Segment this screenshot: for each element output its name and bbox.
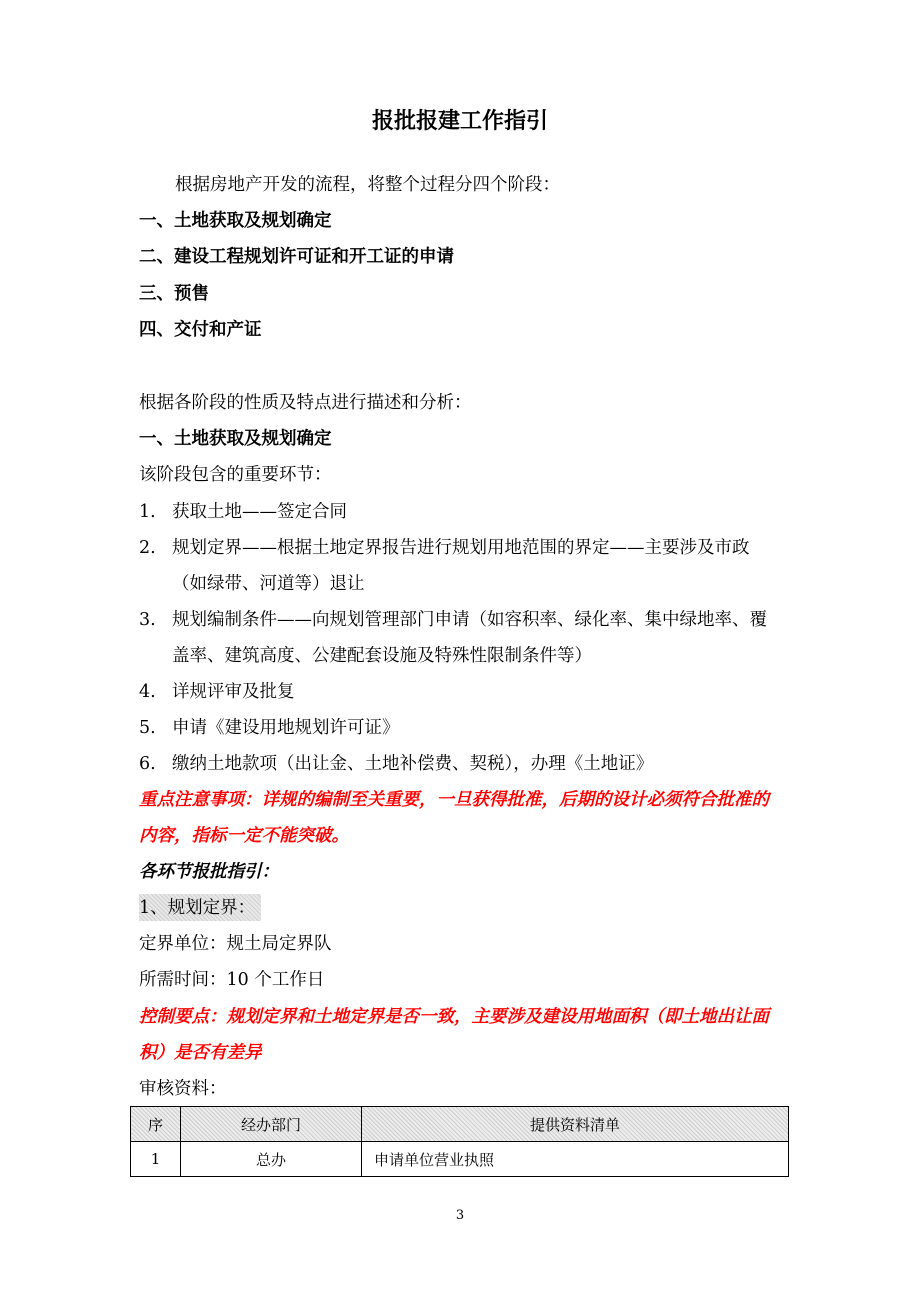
stage-3: 三、预售 [139, 284, 209, 304]
list-item: 缴纳土地款项（出让金、土地补偿费、契税），办理《土地证》 [172, 754, 654, 774]
control-point-line-1: 控制要点：规划定界和土地定界是否一致，主要涉及建设用地面积（即土地出让面 [139, 1007, 769, 1027]
analysis-intro: 根据各阶段的性质及特点进行描述和分析： [139, 393, 472, 413]
step-unit: 定界单位：规土局定界队 [139, 934, 332, 954]
page-number: 3 [455, 1208, 465, 1223]
list-item: 获取土地——签定合同 [172, 502, 347, 522]
table-cell: 1 [131, 1142, 181, 1177]
step-time: 所需时间：10 个工作日 [139, 970, 325, 990]
list-item-number: 6. [139, 754, 156, 774]
review-materials-label: 审核资料： [139, 1079, 227, 1099]
list-item: 详规评审及批复 [172, 682, 295, 702]
stage-4: 四、交付和产证 [139, 320, 262, 340]
stage-2: 二、建设工程规划许可证和开工证的申请 [139, 247, 454, 267]
guide-heading: 各环节报批指引： [139, 862, 279, 882]
section-sub: 该阶段包含的重要环节： [139, 465, 332, 485]
list-item-number: 5. [139, 718, 156, 738]
table-header: 序 [131, 1107, 181, 1142]
list-item-continuation: （如绿带、河道等）退让 [172, 574, 365, 594]
step-heading: 1、规划定界： [139, 898, 256, 918]
list-item-number: 3. [139, 610, 156, 630]
table-header-row [131, 1107, 789, 1142]
list-item-number: 2. [139, 538, 156, 558]
review-materials-table [130, 1106, 789, 1177]
control-point-line-2: 积）是否有差异 [139, 1043, 262, 1063]
intro-text: 根据房地产开发的流程，将整个过程分四个阶段： [175, 175, 560, 195]
key-note-line-2: 内容，指标一定不能突破。 [139, 826, 349, 846]
list-item: 规划定界——根据土地定界报告进行规划用地范围的界定——主要涉及市政 [172, 538, 750, 558]
page-title: 报批报建工作指引 [371, 109, 548, 134]
stage-1: 一、土地获取及规划确定 [139, 211, 332, 231]
list-item-number: 1. [139, 502, 156, 522]
list-item-continuation: 盖率、建筑高度、公建配套设施及特殊性限制条件等） [172, 646, 592, 666]
table-cell: 总办 [181, 1142, 362, 1177]
table-header: 提供资料清单 [362, 1107, 789, 1142]
section-heading: 一、土地获取及规划确定 [139, 429, 332, 449]
table-row [131, 1142, 789, 1177]
list-item: 申请《建设用地规划许可证》 [172, 718, 400, 738]
table-cell: 申请单位营业执照 [362, 1142, 789, 1177]
list-item-number: 4. [139, 682, 156, 702]
key-note-line-1: 重点注意事项：详规的编制至关重要，一旦获得批准，后期的设计必须符合批准的 [139, 790, 769, 810]
table-header: 经办部门 [181, 1107, 362, 1142]
list-item: 规划编制条件——向规划管理部门申请（如容积率、绿化率、集中绿地率、覆 [172, 610, 767, 630]
